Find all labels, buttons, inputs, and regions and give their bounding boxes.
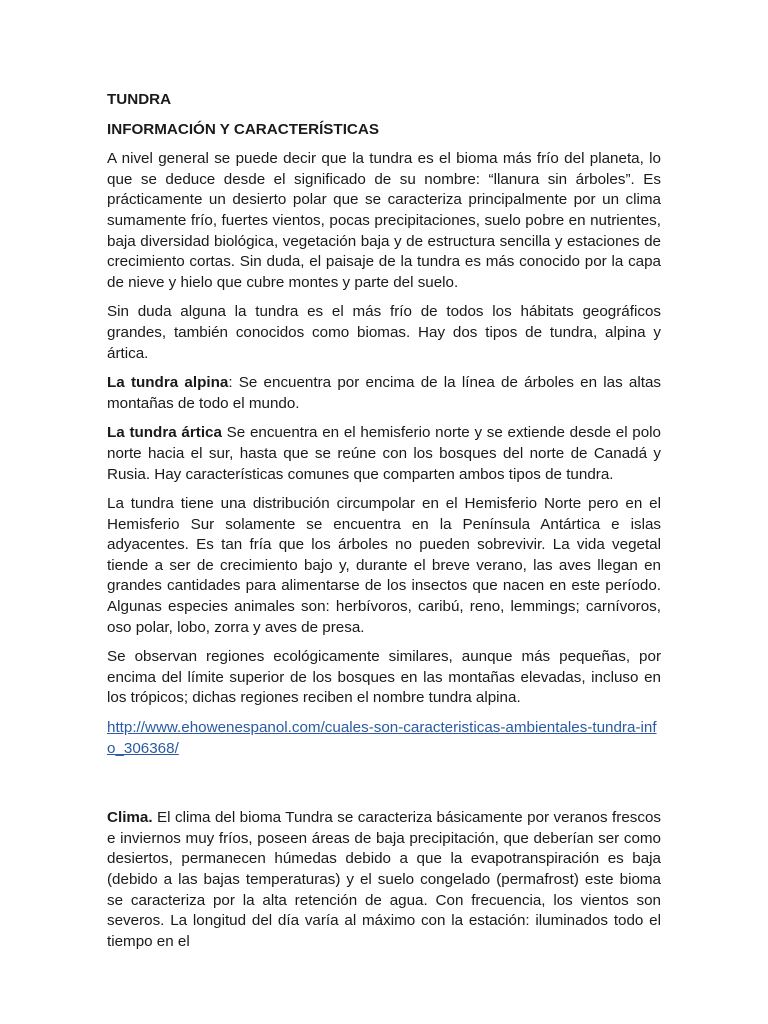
document-body: [107, 90, 661, 961]
source-link-paragraph: [107, 718, 661, 759]
paragraph-similar-regions: Se observan regiones ecológicamente similares, aunque más pequeñas, por encima del límite superior de los bosques en las montañas elevadas, incluso en los trópicos; dichas regiones reciben el nombre tundra alpina.: [107, 648, 661, 707]
paragraph-biomes: Sin duda alguna la tundra es el más frío de todos los hábitats geográficos grandes, también conocidos como biomas. Hay dos tipos de tundra, alpina y ártica.: [107, 303, 661, 362]
paragraph-alpine-tundra: [107, 373, 661, 414]
source-link[interactable]: http://www.ehowenespanol.com/cuales-son-caracteristicas-ambientales-tundra-info_306368/: [107, 719, 657, 757]
paragraph-climate: [107, 808, 661, 952]
paragraph-distribution: La tundra tiene una distribución circumpolar en el Hemisferio Norte pero en el Hemisferio Sur solamente se encuentra en la Península Antártica e islas adyacentes. Es tan fría que los árboles no pueden sobrevivir. La vida vegetal tiende a ser de crecimiento bajo y, durante el breve verano, las aves llegan en grandes cantidades para alimentarse de los insectos que nacen en este período. Algunas especies animales son: herbívoros, caribú, reno, lemmings; carnívoros, oso polar, lobo, zorra y aves de presa.: [107, 495, 661, 636]
alpine-tundra-text: : Se encuentra por encima de la línea de árboles en las altas montañas de todo el mundo.: [107, 374, 661, 412]
section-heading: INFORMACIÓN Y CARACTERÍSTICAS: [107, 120, 379, 138]
arctic-tundra-term: La tundra ártica: [107, 424, 222, 442]
document-title: TUNDRA: [107, 91, 172, 108]
climate-term: Clima.: [107, 809, 153, 827]
alpine-tundra-term: La tundra alpina: [107, 374, 229, 392]
climate-text: El clima del bioma Tundra se caracteriza básicamente por veranos frescos e inviernos muy fríos, poseen áreas de baja precipitación, que deberían ser como desiertos, permanecen húmedas debido a que la evapotranspiración es baja (debido a las bajas temperaturas) y el suelo congelado (permafrost) este bioma se caracteriza por la alta retención de agua. Con frecuencia, los vientos son severos. La longitud del día varía al máximo con la estación: iluminados todo el tiempo en el: [107, 809, 661, 950]
paragraph-intro: A nivel general se puede decir que la tundra es el bioma más frío del planeta, lo que se deduce desde el significado de su nombre: “llanura sin árboles”. Es prácticamente un desierto polar que se caracteriza principalmente por un clima sumamente frío, fuertes vientos, pocas precipitaciones, suelo pobre en nutrientes, baja diversidad biológica, vegetación baja y de estructura sencilla y estaciones de crecimiento cortas. Sin duda, el paisaje de la tundra es más conocido por la capa de nieve y hielo que cubre montes y parte del suelo.: [107, 150, 661, 291]
arctic-tundra-text: Se encuentra en el hemisferio norte y se extiende desde el polo norte hacia el sur, hasta que se reúne con los bosques del norte de Canadá y Rusia. Hay características comunes que comparten ambos tipos de tundra.: [107, 424, 662, 483]
paragraph-arctic-tundra: [107, 423, 661, 485]
